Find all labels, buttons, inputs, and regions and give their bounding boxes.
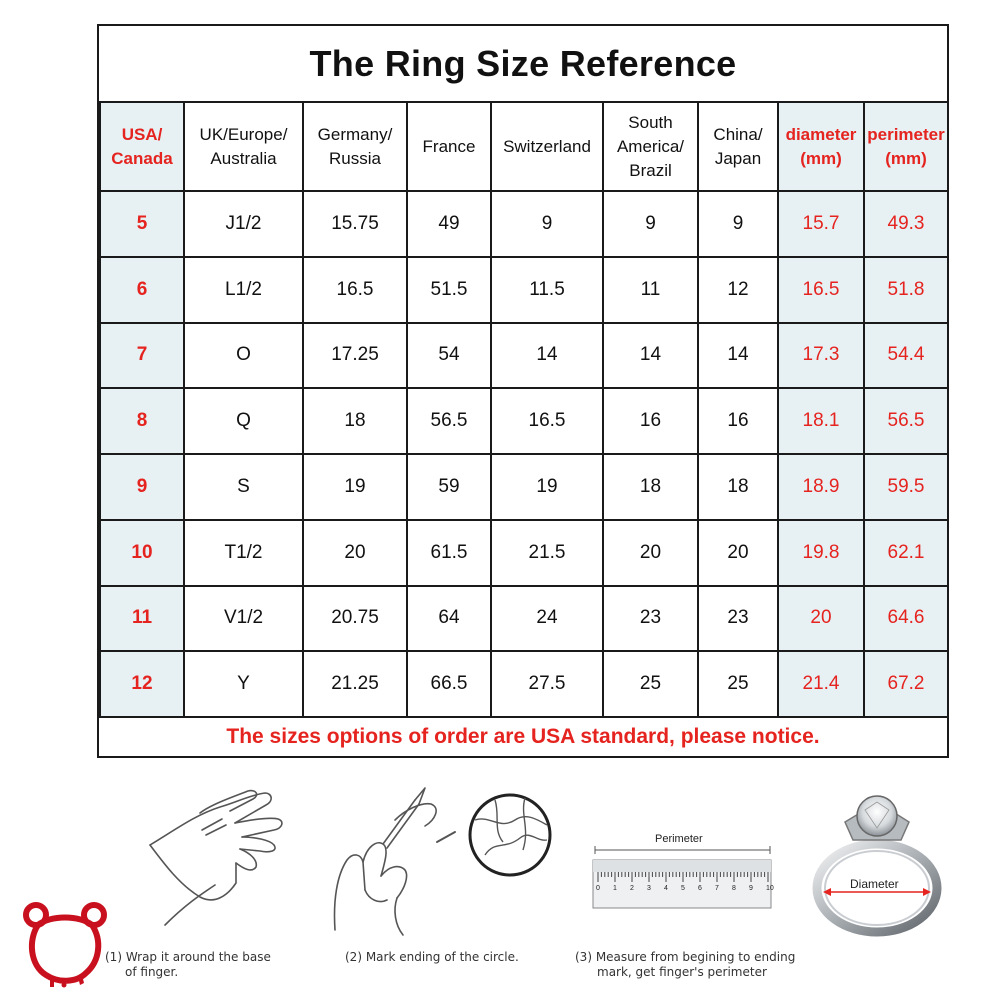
step-3-caption: (3) Measure from begining to ending mark, get finger's perimeter [575,950,796,979]
table-cell: 16.5 [303,257,407,323]
table-row [100,257,948,323]
table-cell: 25 [698,651,778,717]
header-line: Brazil [629,160,672,180]
table-cell: 5 [100,191,184,257]
table-cell: V1/2 [184,586,303,652]
table-cell: 6 [100,257,184,323]
table-cell: 18.9 [778,454,864,520]
hand-wrap-icon [140,785,290,935]
step-2-caption: (2) Mark ending of the circle. [345,950,519,964]
table-cell: 24 [491,586,603,652]
ruler-number: 4 [664,885,668,892]
ruler-number: 5 [681,885,685,892]
table-cell: 11 [100,586,184,652]
table-cell: 62.1 [864,520,948,586]
header-cell [864,102,948,191]
step-1-caption: (1) Wrap it around the base of finger. [105,950,271,979]
header-line: diameter [785,124,857,144]
table-cell: 56.5 [864,388,948,454]
table-cell: 56.5 [407,388,491,454]
header-cell [778,102,864,191]
table-cell: 67.2 [864,651,948,717]
table-cell: 20 [778,586,864,652]
ruler-number: 6 [698,885,702,892]
table-cell: 9 [100,454,184,520]
table-cell: 9 [603,191,698,257]
table-cell: 19 [491,454,603,520]
header-line: perimeter [867,124,945,144]
header-cell [303,102,407,191]
table-cell: 8 [100,388,184,454]
table-cell: 54.4 [864,323,948,389]
order-notice: The sizes options of order are USA standard, please notice. [226,725,820,748]
table-cell: 11.5 [491,257,603,323]
table-cell: 19.8 [778,520,864,586]
table-cell: O [184,323,303,389]
ruler-icon [590,845,775,915]
table-cell: 9 [698,191,778,257]
header-line: USA/ [121,124,163,144]
table-cell: 16.5 [778,257,864,323]
table-cell: J1/2 [184,191,303,257]
table-row [100,191,948,257]
table-cell: Y [184,651,303,717]
table-cell: 20 [303,520,407,586]
table-cell: 59 [407,454,491,520]
table-cell: 16.5 [491,388,603,454]
table-row [100,323,948,389]
table-cell: 17.25 [303,323,407,389]
table-cell: 51.8 [864,257,948,323]
header-cell [407,102,491,191]
header-line: South [628,112,673,132]
table-cell: 15.7 [778,191,864,257]
table-cell: 11 [603,257,698,323]
header-line: (mm) [885,148,927,168]
header-line: America/ [616,136,685,156]
header-cell [100,102,184,191]
perimeter-label: Perimeter [655,833,703,845]
table-cell: 20 [698,520,778,586]
header-line: France [422,136,476,156]
size-table [99,101,949,718]
table-cell: T1/2 [184,520,303,586]
ruler-number: 10 [766,885,774,892]
table-cell: 21.5 [491,520,603,586]
ring-size-chart [97,24,949,758]
table-cell: 17.3 [778,323,864,389]
header-line: Russia [329,148,381,168]
chart-title: The Ring Size Reference [309,42,737,84]
header-line: (mm) [800,148,842,168]
table-cell: 49.3 [864,191,948,257]
table-cell: 18 [303,388,407,454]
table-cell: 49 [407,191,491,257]
table-row [100,651,948,717]
table-cell: Q [184,388,303,454]
table-cell: 10 [100,520,184,586]
diameter-label: Diameter [850,877,899,891]
header-line: Canada [111,148,173,168]
table-row [100,586,948,652]
table-cell: 16 [698,388,778,454]
table-cell: 15.75 [303,191,407,257]
ruler-number: 7 [715,885,719,892]
table-cell: 59.5 [864,454,948,520]
table-row [100,454,948,520]
table-cell: 18 [603,454,698,520]
table-cell: 14 [491,323,603,389]
table-cell: 64.6 [864,586,948,652]
ruler-number: 9 [749,885,753,892]
header-row [100,102,948,191]
table-body [100,191,948,717]
table-cell: 18 [698,454,778,520]
header-line: Japan [714,148,762,168]
table-cell: 23 [698,586,778,652]
table-cell: 12 [100,651,184,717]
table-cell: 20 [603,520,698,586]
table-cell: 14 [603,323,698,389]
bear-logo-icon [20,895,110,990]
ruler-number: 0 [596,885,600,892]
table-cell: S [184,454,303,520]
table-cell: 21.25 [303,651,407,717]
header-line: Australia [210,148,277,168]
table-cell: 7 [100,323,184,389]
table-cell: 64 [407,586,491,652]
header-line: Germany/ [317,124,393,144]
table-cell: 12 [698,257,778,323]
header-line: Switzerland [503,136,591,156]
table-cell: 16 [603,388,698,454]
table-cell: 9 [491,191,603,257]
table-row [100,520,948,586]
table-cell: 61.5 [407,520,491,586]
header-line: China/ [713,124,763,144]
table-cell: 21.4 [778,651,864,717]
table-cell: 23 [603,586,698,652]
table-cell: 14 [698,323,778,389]
ruler-number: 3 [647,885,651,892]
table-cell: 54 [407,323,491,389]
hand-mark-icon [325,780,555,940]
table-cell: 19 [303,454,407,520]
header-line: UK/Europe/ [199,124,288,144]
table-cell: 66.5 [407,651,491,717]
header-cell [698,102,778,191]
ruler-number: 2 [630,885,634,892]
table-cell: 18.1 [778,388,864,454]
header-cell [184,102,303,191]
ruler-number: 1 [613,885,617,892]
table-cell: 27.5 [491,651,603,717]
table-cell: 51.5 [407,257,491,323]
table-cell: 20.75 [303,586,407,652]
table-row [100,388,948,454]
table-cell: 25 [603,651,698,717]
table-cell: L1/2 [184,257,303,323]
header-cell [491,102,603,191]
ruler-number: 8 [732,885,736,892]
header-cell [603,102,698,191]
ring-icon [805,780,950,940]
